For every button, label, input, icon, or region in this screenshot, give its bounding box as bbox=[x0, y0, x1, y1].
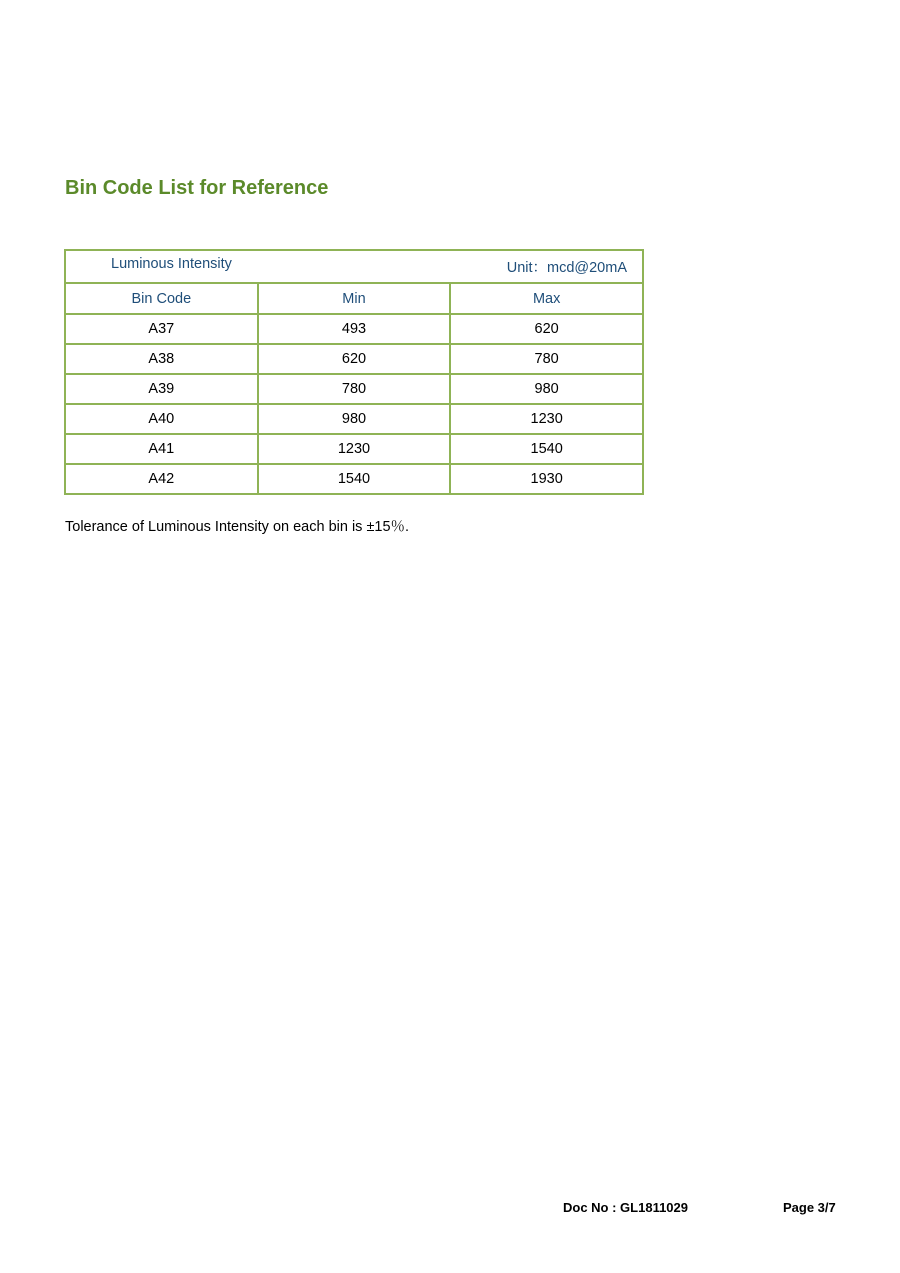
max-cell: 1230 bbox=[450, 404, 643, 434]
header-min: Min bbox=[258, 283, 451, 314]
bin-code-cell: A40 bbox=[65, 404, 258, 434]
min-cell: 1540 bbox=[258, 464, 451, 494]
min-cell: 780 bbox=[258, 374, 451, 404]
table-row bbox=[65, 404, 643, 434]
table-row bbox=[65, 314, 643, 344]
bin-code-cell: A42 bbox=[65, 464, 258, 494]
table-caption-row bbox=[65, 250, 643, 283]
tolerance-note: Tolerance of Luminous Intensity on each bin is ±15％. bbox=[65, 519, 410, 535]
bin-code-cell: A41 bbox=[65, 434, 258, 464]
header-bin-code: Bin Code bbox=[65, 283, 258, 314]
luminous-intensity-label: Luminous Intensity bbox=[111, 256, 232, 272]
max-cell: 620 bbox=[450, 314, 643, 344]
table-row bbox=[65, 434, 643, 464]
max-cell: 1540 bbox=[450, 434, 643, 464]
min-cell: 980 bbox=[258, 404, 451, 434]
min-cell: 493 bbox=[258, 314, 451, 344]
bin-code-cell: A39 bbox=[65, 374, 258, 404]
table-row bbox=[65, 374, 643, 404]
bin-code-cell: A38 bbox=[65, 344, 258, 374]
header-max: Max bbox=[450, 283, 643, 314]
unit-label: Unit：mcd@20mA bbox=[506, 260, 627, 276]
table-header-row bbox=[65, 283, 643, 314]
page-number: Page 3/7 bbox=[783, 1200, 836, 1215]
table-caption-cell bbox=[65, 250, 643, 283]
page-title: Bin Code List for Reference bbox=[65, 177, 329, 199]
table-row bbox=[65, 344, 643, 374]
max-cell: 980 bbox=[450, 374, 643, 404]
max-cell: 780 bbox=[450, 344, 643, 374]
doc-number: Doc No : GL1811029 bbox=[563, 1200, 688, 1215]
min-cell: 1230 bbox=[258, 434, 451, 464]
table-row bbox=[65, 464, 643, 494]
bin-code-cell: A37 bbox=[65, 314, 258, 344]
max-cell: 1930 bbox=[450, 464, 643, 494]
min-cell: 620 bbox=[258, 344, 451, 374]
bin-code-table bbox=[64, 249, 644, 495]
